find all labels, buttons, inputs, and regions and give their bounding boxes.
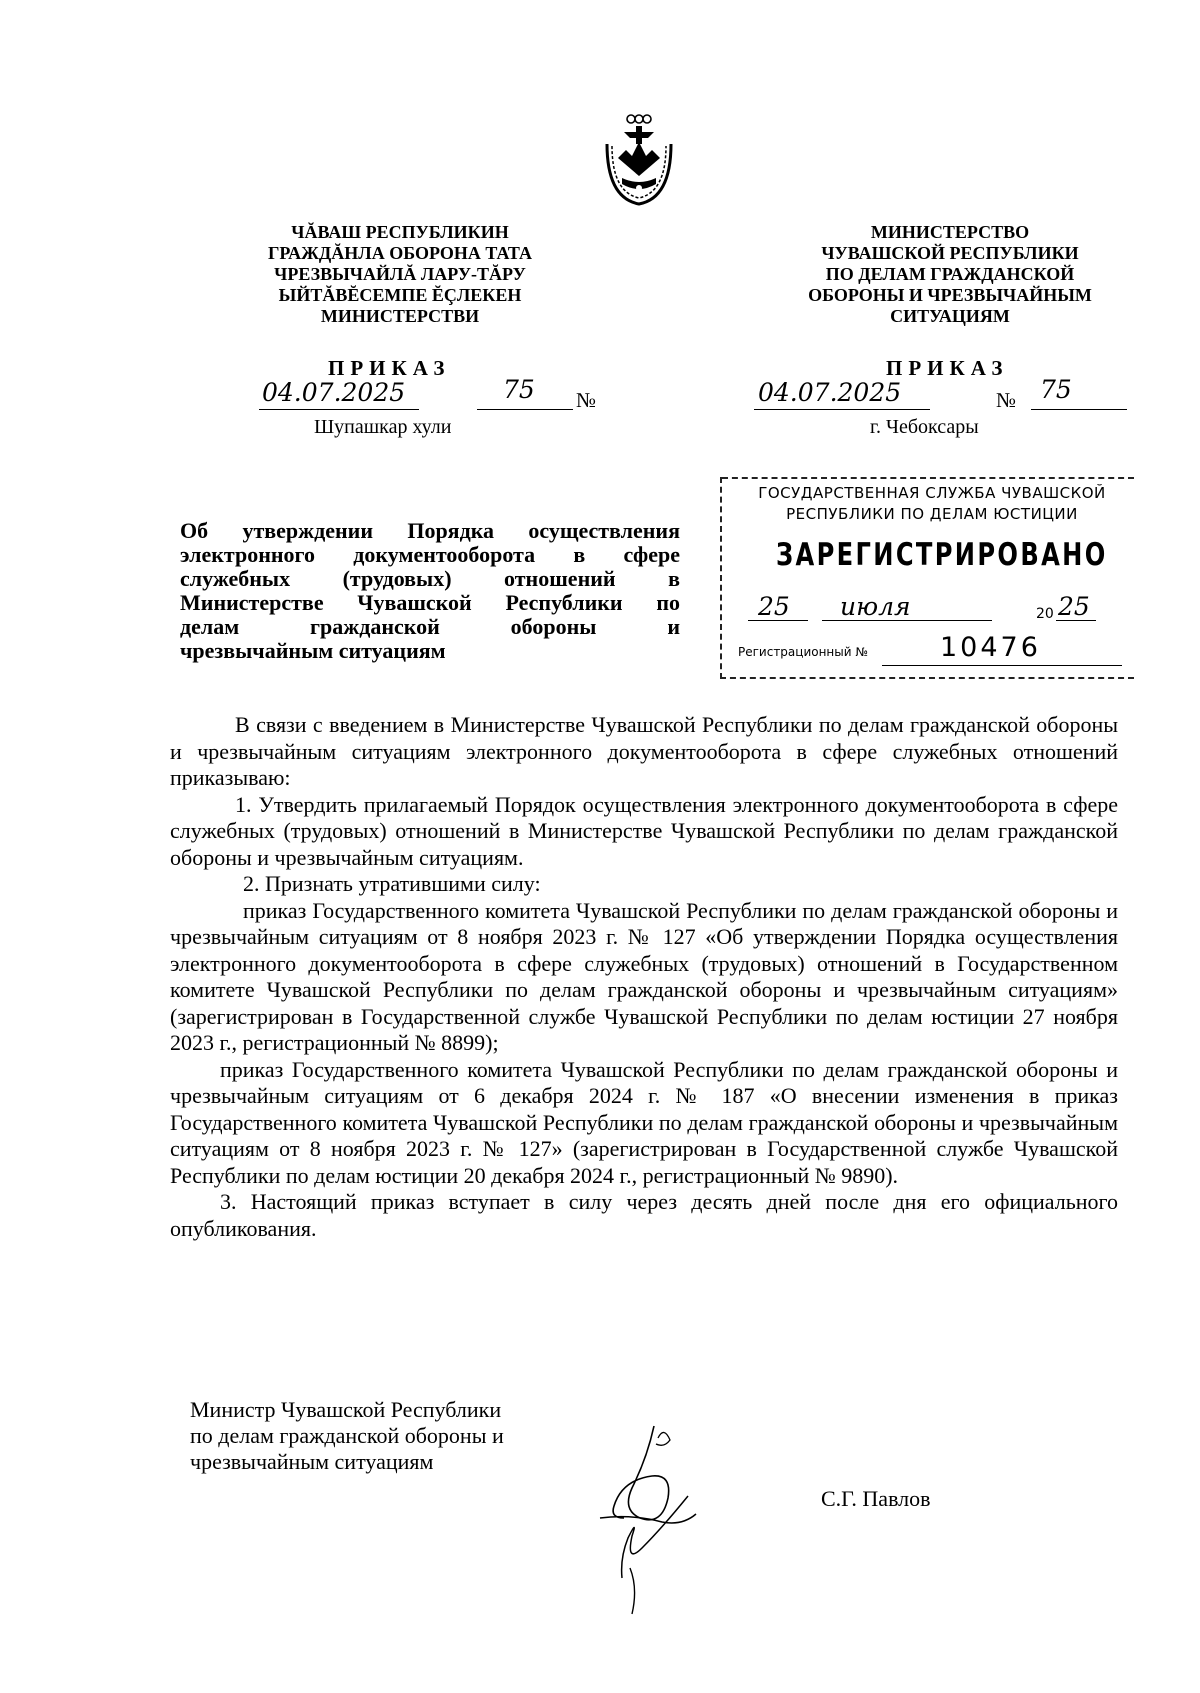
title-line: электронного документооборота в сфере [180, 542, 680, 567]
order-number-left: 75 [503, 375, 535, 404]
signatory-line: по делам гражданской обороны и [190, 1423, 504, 1448]
handwritten-signature [592, 1418, 712, 1618]
number-sign-left: № [576, 388, 597, 412]
date-underline-left [259, 409, 419, 410]
stamp-year-prefix: 20 [1036, 606, 1054, 622]
header-left-chuvash [225, 222, 575, 327]
stamp-month: июля [840, 592, 911, 621]
header-left-line: ГРАЖДĂНЛА ОБОРОНА ТАТА [267, 243, 533, 263]
stamp-day-underline [748, 620, 808, 621]
title-line: Об утверждении Порядка осуществления [180, 518, 680, 543]
stamp-reg-number: 10476 [940, 632, 1041, 663]
registration-stamp [720, 477, 1134, 679]
body-item-2: 2. Признать утратившими силу: [243, 871, 541, 896]
header-right-line: СИТУАЦИЯМ [890, 306, 1010, 326]
header-left-line: ЫЙТĂВĔСЕМПЕ ĔÇЛЕКЕН [278, 285, 522, 305]
chuvash-emblem-icon [598, 112, 680, 208]
stamp-reg-label: Регистрационный № [738, 645, 868, 659]
title-line: Министерстве Чувашской Республики по [180, 590, 680, 615]
header-right-russian [775, 222, 1125, 327]
number-underline-left [477, 409, 573, 410]
order-number-right: 75 [1040, 375, 1072, 404]
header-left-line: ЧРЕЗВЫЧАЙЛĂ ЛАРУ-ТĂРУ [274, 264, 526, 284]
header-right-line: ОБОРОНЫ И ЧРЕЗВЫЧАЙНЫМ [808, 285, 1092, 305]
order-body [170, 712, 1118, 1242]
stamp-month-underline [822, 620, 992, 621]
title-line: служебных (трудовых) отношений в [180, 566, 680, 591]
header-right-line: ЧУВАШСКОЙ РЕСПУБЛИКИ [821, 243, 1079, 263]
body-item-1: 1. Утвердить прилагаемый Порядок осуществления электронного документооборота в сфере служебных (трудовых) отношений в Министерстве Чувашской Республики по делам гражданской обороны и чрезвычайным ситуациям. [170, 791, 1118, 870]
title-line: чрезвычайным ситуациям [180, 638, 446, 663]
stamp-reg-underline [882, 665, 1122, 666]
order-date-left: 04.07.2025 [262, 378, 406, 407]
number-underline-right [1031, 409, 1127, 410]
order-date-right: 04.07.2025 [758, 378, 902, 407]
stamp-year-underline [1056, 620, 1096, 621]
signatory-position [190, 1397, 504, 1475]
stamp-year: 25 [1058, 592, 1090, 621]
city-right: г. Чебоксары [870, 416, 979, 438]
stamp-registered-label: ЗАРЕГИСТРИРОВАНО [776, 537, 1108, 573]
stamp-line-2: РЕСПУБЛИКИ ПО ДЕЛАМ ЮСТИЦИИ [786, 505, 1078, 523]
stamp-line-1: ГОСУДАРСТВЕННАЯ СЛУЖБА ЧУВАШСКОЙ [758, 484, 1106, 502]
header-left-line: ЧĂВАШ РЕСПУБЛИКИН [291, 222, 509, 242]
header-right-line: МИНИСТЕРСТВО [870, 222, 1030, 242]
date-underline-right [754, 409, 930, 410]
stamp-day: 25 [758, 592, 790, 621]
body-item-2a: приказ Государственного комитета Чувашской Республики по делам гражданской обороны и чрезвычайным ситуациям от 8 ноября 2023 г. № 127 «Об утверждении Порядка осуществления электронного документооборота в сфере служебных (трудовых) отношений в Государственном комитете Чувашской Республики по делам гражданской обороны и чрезвычайным ситуациям» (зарегистрирован в Государственной службе Чувашской Республики по делам юстиции 27 ноября 2023 г., регистрационный № 8899); [170, 897, 1118, 1055]
signatory-name: С.Г. Павлов [821, 1486, 931, 1511]
signatory-line: чрезвычайным ситуациям [190, 1449, 434, 1474]
title-line: делам гражданской обороны и [180, 614, 680, 639]
header-right-line: ПО ДЕЛАМ ГРАЖДАНСКОЙ [825, 264, 1075, 284]
order-title-block [180, 519, 680, 663]
body-item-3: 3. Настоящий приказ вступает в силу через десять дней после дня его официального опубликования. [170, 1189, 1118, 1241]
body-intro: В связи с введением в Министерстве Чувашской Республики по делам гражданской обороны и чрезвычайным ситуациям электронного документооборота в сфере служебных отношений приказываю: [170, 712, 1118, 790]
order-title-right: ПРИКАЗ [886, 356, 1009, 380]
signatory-line: Министр Чувашской Республики [190, 1397, 502, 1422]
order-title-left: ПРИКАЗ [328, 356, 451, 380]
number-sign-right: № [996, 388, 1017, 412]
body-item-2b: приказ Государственного комитета Чувашской Республики по делам гражданской обороны и чрезвычайным ситуациям от 6 декабря 2024 г. № 187 «О внесении изменения в приказ Государственного комитета Чувашской Республики по делам гражданской обороны и чрезвычайным ситуациям от 8 ноября 2023 г. № 127» (зарегистрирован в Государственной службе Чувашской Республики по делам юстиции 20 декабря 2024 г., регистрационный № 9890). [170, 1056, 1118, 1188]
city-left: Шупашкар хули [314, 416, 452, 438]
header-left-line: МИНИСТЕРСТВИ [320, 306, 480, 326]
